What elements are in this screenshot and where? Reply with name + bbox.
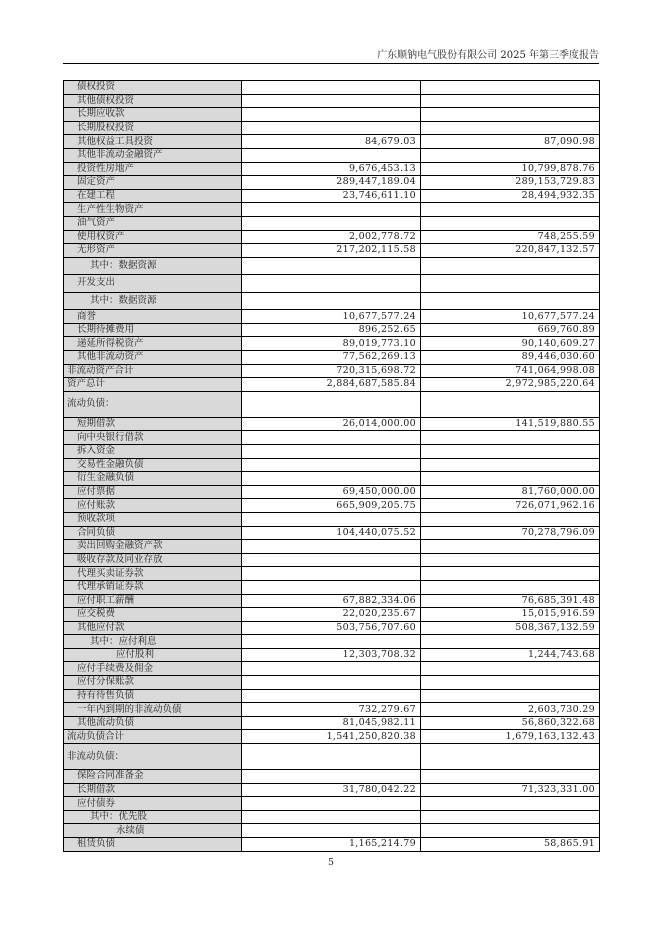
table-row bbox=[64, 716, 600, 730]
current-period-value: 720,315,698.72 bbox=[242, 364, 421, 378]
row-label: 其中：数据资源 bbox=[64, 257, 242, 275]
prior-period-value bbox=[421, 94, 600, 108]
current-period-value: 732,279.67 bbox=[242, 703, 421, 717]
current-period-value bbox=[242, 676, 421, 690]
row-label: 交易性金融负债 bbox=[64, 458, 242, 472]
row-label: 递延所得税资产 bbox=[64, 337, 242, 351]
table-row bbox=[64, 189, 600, 203]
table-row bbox=[64, 621, 600, 635]
prior-period-value bbox=[421, 553, 600, 567]
prior-period-value: 289,153,729.83 bbox=[421, 176, 600, 190]
prior-period-value bbox=[421, 512, 600, 526]
current-period-value bbox=[242, 662, 421, 676]
row-label: 应付手续费及佣金 bbox=[64, 662, 242, 676]
prior-period-value bbox=[421, 635, 600, 649]
current-period-value: 104,440,075.52 bbox=[242, 526, 421, 540]
table-row bbox=[64, 676, 600, 690]
table-row bbox=[64, 608, 600, 622]
row-label: 长期借款 bbox=[64, 783, 242, 797]
prior-period-value bbox=[421, 580, 600, 594]
row-label: 保险合同准备金 bbox=[64, 770, 242, 784]
current-period-value: 69,450,000.00 bbox=[242, 485, 421, 499]
current-period-value bbox=[242, 458, 421, 472]
table-row bbox=[64, 337, 600, 351]
prior-period-value bbox=[421, 292, 600, 310]
prior-period-value: 81,760,000.00 bbox=[421, 485, 600, 499]
row-label: 衍生金融负债 bbox=[64, 472, 242, 486]
row-label: 无形资产 bbox=[64, 244, 242, 258]
header-rule bbox=[63, 63, 599, 64]
row-label: 生产性生物资产 bbox=[64, 203, 242, 217]
page-number: 5 bbox=[327, 857, 335, 868]
row-label: 债权投资 bbox=[64, 81, 242, 95]
current-period-value: 22,020,235.67 bbox=[242, 608, 421, 622]
current-period-value bbox=[242, 81, 421, 95]
prior-period-value: 726,071,962.16 bbox=[421, 499, 600, 513]
table-row bbox=[64, 244, 600, 258]
current-period-value bbox=[242, 824, 421, 838]
prior-period-value bbox=[421, 676, 600, 690]
row-label: 流动负债合计 bbox=[64, 730, 242, 744]
prior-period-value: 1,244,743.68 bbox=[421, 648, 600, 662]
current-period-value bbox=[242, 108, 421, 122]
prior-period-value bbox=[421, 770, 600, 784]
prior-period-value bbox=[421, 431, 600, 445]
current-period-value: 2,884,687,585.84 bbox=[242, 378, 421, 392]
table-row bbox=[64, 580, 600, 594]
table-row bbox=[64, 703, 600, 717]
row-label: 卖出回购金融资产款 bbox=[64, 540, 242, 554]
balance-sheet-body bbox=[64, 81, 600, 852]
row-label: 其中：数据资源 bbox=[64, 292, 242, 310]
current-period-value bbox=[242, 580, 421, 594]
current-period-value: 26,014,000.00 bbox=[242, 417, 421, 431]
prior-period-value: 70,278,796.09 bbox=[421, 526, 600, 540]
row-label: 租赁负债 bbox=[64, 838, 242, 852]
row-label: 商誉 bbox=[64, 310, 242, 324]
current-period-value bbox=[242, 472, 421, 486]
prior-period-value bbox=[421, 689, 600, 703]
current-period-value bbox=[242, 275, 421, 293]
table-row bbox=[64, 472, 600, 486]
current-period-value bbox=[242, 444, 421, 458]
prior-period-value bbox=[421, 444, 600, 458]
table-row bbox=[64, 431, 600, 445]
current-period-value: 12,303,708.32 bbox=[242, 648, 421, 662]
table-row bbox=[64, 310, 600, 324]
prior-period-value: 89,446,030.60 bbox=[421, 351, 600, 365]
report-header-title: 广东顺钠电气股份有限公司 2025 年第三季度报告 bbox=[377, 50, 599, 61]
current-period-value bbox=[242, 216, 421, 230]
table-row bbox=[64, 292, 600, 310]
current-period-value bbox=[242, 810, 421, 824]
row-label: 其他非流动资产 bbox=[64, 351, 242, 365]
prior-period-value bbox=[421, 391, 600, 417]
table-row bbox=[64, 648, 600, 662]
row-label: 吸收存款及同业存放 bbox=[64, 553, 242, 567]
current-period-value: 665,909,205.75 bbox=[242, 499, 421, 513]
table-row bbox=[64, 121, 600, 135]
prior-period-value: 741,064,998.08 bbox=[421, 364, 600, 378]
table-row bbox=[64, 135, 600, 149]
row-label: 代理买卖证券款 bbox=[64, 567, 242, 581]
table-row bbox=[64, 662, 600, 676]
prior-period-value: 76,685,391.48 bbox=[421, 594, 600, 608]
row-label: 应付票据 bbox=[64, 485, 242, 499]
row-label: 一年内到期的非流动负债 bbox=[64, 703, 242, 717]
row-label: 其他债权投资 bbox=[64, 94, 242, 108]
row-label: 代理承销证券款 bbox=[64, 580, 242, 594]
table-row bbox=[64, 689, 600, 703]
row-label: 非流动负债： bbox=[64, 744, 242, 770]
current-period-value bbox=[242, 257, 421, 275]
current-period-value: 896,252.65 bbox=[242, 323, 421, 337]
prior-period-value: 15,015,916.59 bbox=[421, 608, 600, 622]
current-period-value bbox=[242, 431, 421, 445]
current-period-value: 81,045,982.11 bbox=[242, 716, 421, 730]
prior-period-value bbox=[421, 203, 600, 217]
table-row bbox=[64, 635, 600, 649]
table-row bbox=[64, 744, 600, 770]
row-label: 在建工程 bbox=[64, 189, 242, 203]
current-period-value bbox=[242, 770, 421, 784]
prior-period-value bbox=[421, 540, 600, 554]
current-period-value: 289,447,189.04 bbox=[242, 176, 421, 190]
row-label: 持有待售负债 bbox=[64, 689, 242, 703]
prior-period-value: 71,323,331.00 bbox=[421, 783, 600, 797]
current-period-value: 84,679.03 bbox=[242, 135, 421, 149]
table-row bbox=[64, 351, 600, 365]
current-period-value bbox=[242, 567, 421, 581]
current-period-value: 10,677,577.24 bbox=[242, 310, 421, 324]
prior-period-value: 220,847,132.57 bbox=[421, 244, 600, 258]
row-label: 合同负债 bbox=[64, 526, 242, 540]
table-row bbox=[64, 770, 600, 784]
prior-period-value: 56,860,322.68 bbox=[421, 716, 600, 730]
current-period-value: 77,562,269.13 bbox=[242, 351, 421, 365]
current-period-value: 1,165,214.79 bbox=[242, 838, 421, 852]
row-label: 长期待摊费用 bbox=[64, 323, 242, 337]
prior-period-value: 58,865.91 bbox=[421, 838, 600, 852]
table-row bbox=[64, 824, 600, 838]
prior-period-value: 508,367,132.59 bbox=[421, 621, 600, 635]
row-label: 短期借款 bbox=[64, 417, 242, 431]
table-row bbox=[64, 203, 600, 217]
prior-period-value bbox=[421, 472, 600, 486]
prior-period-value bbox=[421, 744, 600, 770]
current-period-value: 9,676,453.13 bbox=[242, 162, 421, 176]
table-row bbox=[64, 148, 600, 162]
table-row bbox=[64, 275, 600, 293]
current-period-value bbox=[242, 292, 421, 310]
table-row bbox=[64, 81, 600, 95]
row-label: 其他应付款 bbox=[64, 621, 242, 635]
row-label: 投资性房地产 bbox=[64, 162, 242, 176]
prior-period-value: 28,494,932.35 bbox=[421, 189, 600, 203]
row-label: 应付账款 bbox=[64, 499, 242, 513]
row-label: 资产总计 bbox=[64, 378, 242, 392]
table-row bbox=[64, 838, 600, 852]
table-row bbox=[64, 540, 600, 554]
table-row bbox=[64, 257, 600, 275]
current-period-value bbox=[242, 635, 421, 649]
row-label: 固定资产 bbox=[64, 176, 242, 190]
current-period-value: 217,202,115.58 bbox=[242, 244, 421, 258]
current-period-value bbox=[242, 148, 421, 162]
table-row bbox=[64, 323, 600, 337]
prior-period-value: 10,799,878.76 bbox=[421, 162, 600, 176]
prior-period-value: 141,519,880.55 bbox=[421, 417, 600, 431]
table-row bbox=[64, 485, 600, 499]
prior-period-value: 2,603,730.29 bbox=[421, 703, 600, 717]
table-row bbox=[64, 417, 600, 431]
row-label: 其中：应付利息 bbox=[64, 635, 242, 649]
row-label: 永续债 bbox=[64, 824, 242, 838]
prior-period-value bbox=[421, 257, 600, 275]
row-label: 应付分保账款 bbox=[64, 676, 242, 690]
prior-period-value: 10,677,577.24 bbox=[421, 310, 600, 324]
table-row bbox=[64, 391, 600, 417]
row-label: 其中：优先股 bbox=[64, 810, 242, 824]
prior-period-value bbox=[421, 108, 600, 122]
current-period-value: 89,019,773.10 bbox=[242, 337, 421, 351]
current-period-value bbox=[242, 553, 421, 567]
table-row bbox=[64, 810, 600, 824]
prior-period-value bbox=[421, 567, 600, 581]
row-label: 使用权资产 bbox=[64, 230, 242, 244]
prior-period-value bbox=[421, 121, 600, 135]
row-label: 预收款项 bbox=[64, 512, 242, 526]
row-label: 应付职工薪酬 bbox=[64, 594, 242, 608]
row-label: 非流动资产合计 bbox=[64, 364, 242, 378]
table-row bbox=[64, 108, 600, 122]
prior-period-value bbox=[421, 148, 600, 162]
prior-period-value: 90,140,609.27 bbox=[421, 337, 600, 351]
table-row bbox=[64, 797, 600, 811]
prior-period-value: 1,679,163,132.43 bbox=[421, 730, 600, 744]
table-row bbox=[64, 499, 600, 513]
table-row bbox=[64, 526, 600, 540]
balance-sheet-table bbox=[63, 80, 600, 852]
table-row bbox=[64, 176, 600, 190]
row-label: 长期应收款 bbox=[64, 108, 242, 122]
table-row bbox=[64, 730, 600, 744]
table-row bbox=[64, 553, 600, 567]
prior-period-value: 748,255.59 bbox=[421, 230, 600, 244]
current-period-value: 23,746,611.10 bbox=[242, 189, 421, 203]
row-label: 应付股利 bbox=[64, 648, 242, 662]
current-period-value: 503,756,707.60 bbox=[242, 621, 421, 635]
row-label: 其他流动负债 bbox=[64, 716, 242, 730]
current-period-value: 2,002,778.72 bbox=[242, 230, 421, 244]
row-label: 开发支出 bbox=[64, 275, 242, 293]
current-period-value bbox=[242, 203, 421, 217]
table-row bbox=[64, 444, 600, 458]
table-row bbox=[64, 594, 600, 608]
current-period-value bbox=[242, 512, 421, 526]
prior-period-value bbox=[421, 662, 600, 676]
prior-period-value bbox=[421, 824, 600, 838]
current-period-value bbox=[242, 121, 421, 135]
current-period-value bbox=[242, 797, 421, 811]
table-row bbox=[64, 567, 600, 581]
row-label: 其他非流动金融资产 bbox=[64, 148, 242, 162]
row-label: 拆入资金 bbox=[64, 444, 242, 458]
prior-period-value bbox=[421, 216, 600, 230]
prior-period-value bbox=[421, 797, 600, 811]
row-label: 应付债券 bbox=[64, 797, 242, 811]
current-period-value bbox=[242, 689, 421, 703]
table-row bbox=[64, 162, 600, 176]
current-period-value bbox=[242, 94, 421, 108]
current-period-value: 1,541,250,820.38 bbox=[242, 730, 421, 744]
current-period-value: 67,882,334.06 bbox=[242, 594, 421, 608]
current-period-value bbox=[242, 540, 421, 554]
table-row bbox=[64, 378, 600, 392]
prior-period-value bbox=[421, 458, 600, 472]
prior-period-value: 2,972,985,220.64 bbox=[421, 378, 600, 392]
prior-period-value bbox=[421, 81, 600, 95]
row-label: 流动负债： bbox=[64, 391, 242, 417]
row-label: 油气资产 bbox=[64, 216, 242, 230]
table-row bbox=[64, 458, 600, 472]
prior-period-value bbox=[421, 810, 600, 824]
table-row bbox=[64, 783, 600, 797]
row-label: 应交税费 bbox=[64, 608, 242, 622]
prior-period-value: 87,090.98 bbox=[421, 135, 600, 149]
table-row bbox=[64, 230, 600, 244]
row-label: 其他权益工具投资 bbox=[64, 135, 242, 149]
table-row bbox=[64, 94, 600, 108]
current-period-value bbox=[242, 391, 421, 417]
table-row bbox=[64, 512, 600, 526]
table-row bbox=[64, 216, 600, 230]
current-period-value bbox=[242, 744, 421, 770]
prior-period-value bbox=[421, 275, 600, 293]
row-label: 向中央银行借款 bbox=[64, 431, 242, 445]
current-period-value: 31,780,042.22 bbox=[242, 783, 421, 797]
row-label: 长期股权投资 bbox=[64, 121, 242, 135]
prior-period-value: 669,760.89 bbox=[421, 323, 600, 337]
table-row bbox=[64, 364, 600, 378]
